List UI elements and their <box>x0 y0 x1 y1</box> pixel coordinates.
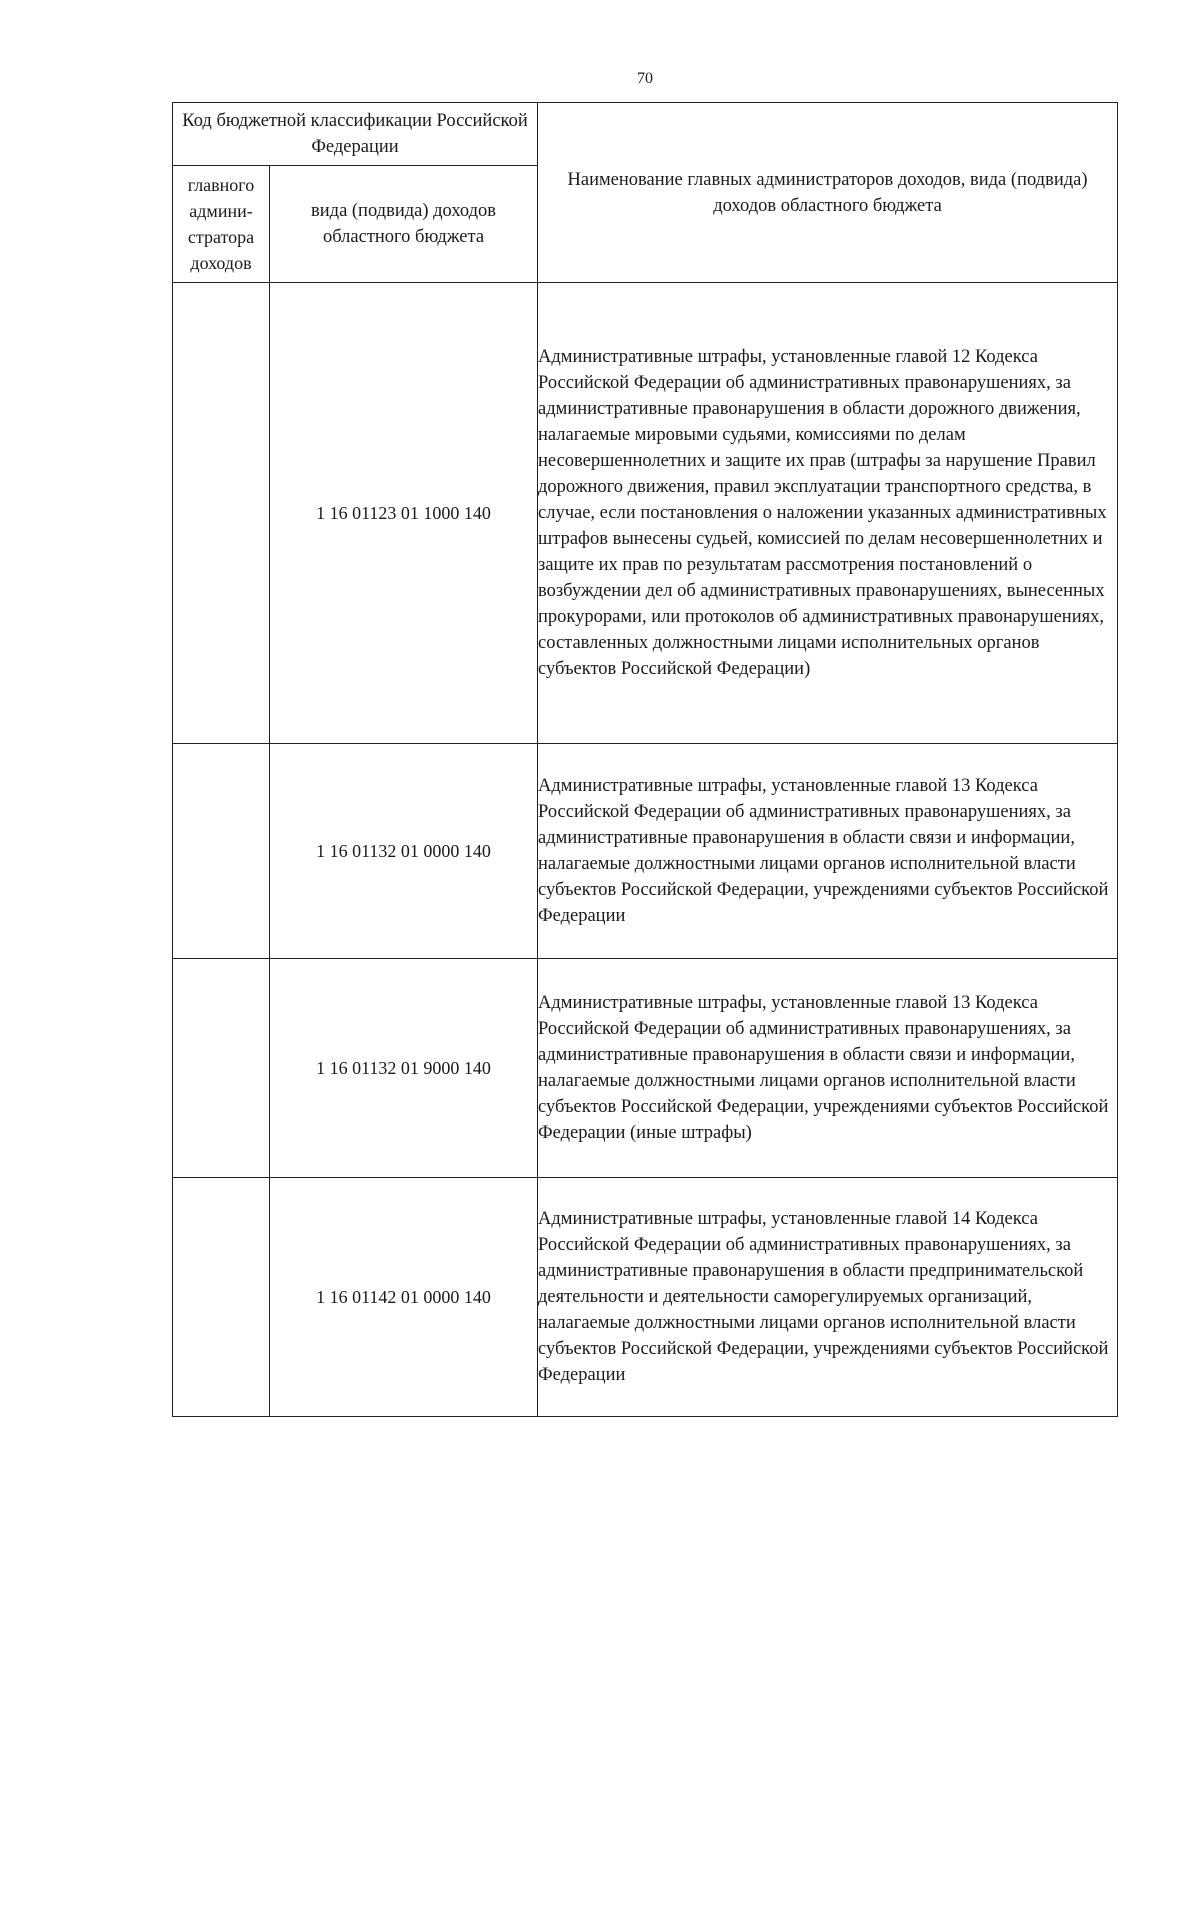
header-name-column: Наименование главных администраторов доходов, вида (подвида) доходов областного бюджета <box>538 103 1118 283</box>
table-row <box>173 959 1118 1178</box>
table-row <box>173 744 1118 959</box>
admin-code-cell <box>173 959 270 1178</box>
admin-code-cell <box>173 1178 270 1417</box>
budget-classification-table <box>172 102 1118 1417</box>
revenue-code-cell: 1 16 01142 01 0000 140 <box>270 1178 538 1417</box>
revenue-name-cell: Административные штрафы, установленные главой 12 Кодекса Российской Федерации об административных правонарушениях, за административные правонарушения в области дорожного движения, налагаемые мировыми судьями, комиссиями по делам несовершеннолетних и защите их прав (штрафы за нарушение Правил дорожного движения, правил эксплуатации транспортного средства, в случае, если постановления о наложении указанных административных штрафов вынесены судьей, комиссией по делам несовершеннолетних и защите их прав по результатам рассмотрения постановлений о возбуждении дел об административных правонарушениях, вынесенных прокурорами, или протоколов об административных правонарушениях, составленных должностными лицами исполнительных органов субъектов Российской Федерации) <box>538 283 1118 744</box>
header-admin-column: главного админи-стратора доходов <box>173 166 270 283</box>
revenue-name-cell: Административные штрафы, установленные главой 14 Кодекса Российской Федерации об административных правонарушениях, за административные правонарушения в области предпринимательской деятельности и деятельности саморегулируемых организаций, налагаемые должностными лицами органов исполнительной власти субъектов Российской Федерации, учреждениями субъектов Российской Федерации <box>538 1178 1118 1417</box>
table-header-row-top <box>173 103 1118 166</box>
revenue-name-cell: Административные штрафы, установленные главой 13 Кодекса Российской Федерации об административных правонарушениях, за административные правонарушения в области связи и информации, налагаемые должностными лицами органов исполнительной власти субъектов Российской Федерации, учреждениями субъектов Российской Федерации (иные штрафы) <box>538 959 1118 1178</box>
header-budget-code-group: Код бюджетной классификации Российской Федерации <box>173 103 538 166</box>
admin-code-cell <box>173 283 270 744</box>
table-row <box>173 283 1118 744</box>
admin-code-cell <box>173 744 270 959</box>
revenue-name-cell: Административные штрафы, установленные главой 13 Кодекса Российской Федерации об административных правонарушениях, за административные правонарушения в области связи и информации, налагаемые должностными лицами органов исполнительной власти субъектов Российской Федерации, учреждениями субъектов Российской Федерации <box>538 744 1118 959</box>
page-number: 70 <box>637 70 653 87</box>
revenue-code-cell: 1 16 01123 01 1000 140 <box>270 283 538 744</box>
revenue-code-cell: 1 16 01132 01 9000 140 <box>270 959 538 1178</box>
revenue-code-cell: 1 16 01132 01 0000 140 <box>270 744 538 959</box>
table-row <box>173 1178 1118 1417</box>
header-kind-column: вида (подвида) доходов областного бюджета <box>270 166 538 283</box>
